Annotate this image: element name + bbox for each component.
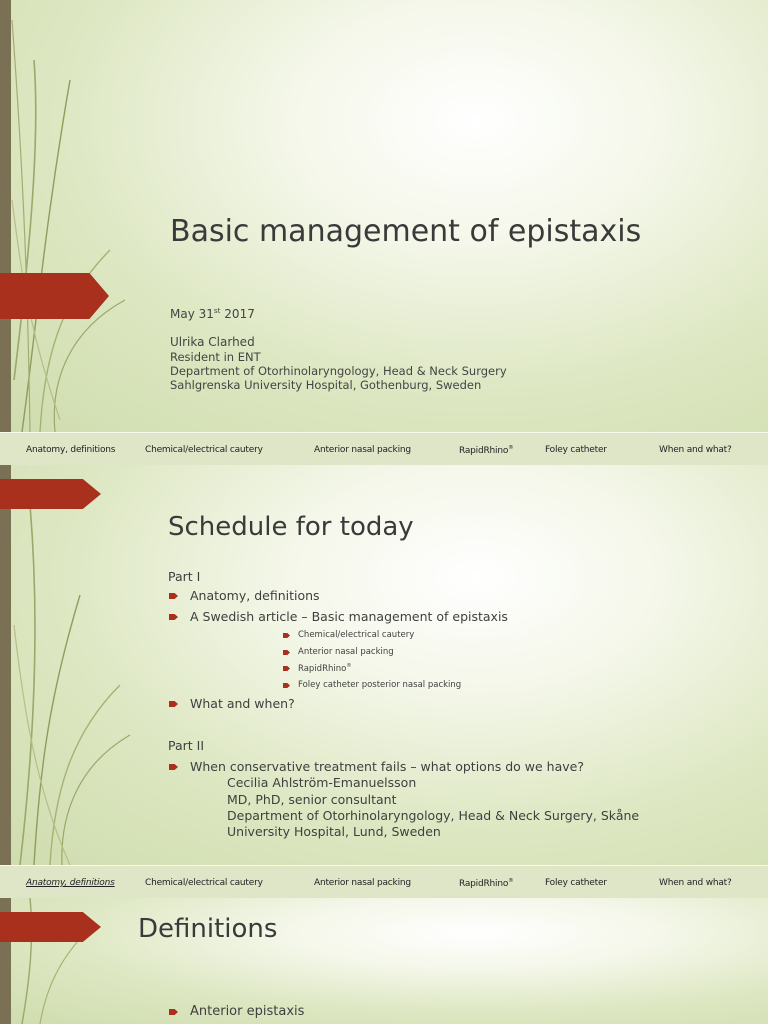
nav-when-what[interactable]: When and what? bbox=[659, 445, 732, 455]
bullet-text: Anatomy, definitions bbox=[190, 588, 320, 603]
bullet-what-when bbox=[190, 696, 295, 711]
definitions-heading: Definitions bbox=[138, 914, 278, 944]
presentation-date bbox=[170, 304, 255, 322]
arrow-bullet-icon bbox=[283, 650, 290, 655]
bullet-text: Anterior epistaxis bbox=[190, 1004, 305, 1019]
speaker-name: Cecilia Ahlström-Emanuelsson bbox=[227, 775, 417, 790]
author-name: Ulrika Clarhed bbox=[170, 335, 255, 349]
nav-anatomy[interactable]: Anatomy, definitions bbox=[26, 445, 116, 455]
bullet-conservative bbox=[190, 759, 584, 774]
accent-flag bbox=[0, 912, 101, 942]
nav-foley[interactable]: Foley catheter bbox=[545, 878, 607, 888]
arrow-bullet-icon bbox=[169, 593, 178, 599]
bullet-anterior-epistaxis bbox=[190, 1004, 304, 1019]
reg-mark: ® bbox=[508, 445, 514, 451]
slide-definitions bbox=[0, 898, 768, 1024]
date-suffix: st bbox=[213, 306, 221, 315]
nav-anterior-packing[interactable]: Anterior nasal packing bbox=[314, 445, 411, 455]
nav-rapidrhino-label: RapidRhino bbox=[459, 879, 509, 889]
arrow-bullet-icon bbox=[169, 764, 178, 770]
nav-bar-slide2 bbox=[0, 874, 768, 896]
slide-schedule bbox=[0, 465, 768, 865]
sub-bullet-text: Chemical/electrical cautery bbox=[298, 630, 415, 640]
nav-when-what[interactable]: When and what? bbox=[659, 878, 732, 888]
sub-bullet-anterior-packing bbox=[298, 647, 394, 657]
arrow-bullet-icon bbox=[283, 683, 290, 688]
slide-title bbox=[0, 0, 768, 432]
nav-rapidrhino[interactable] bbox=[459, 878, 513, 889]
nav-rapidrhino[interactable] bbox=[459, 445, 513, 456]
bullet-article bbox=[190, 609, 508, 624]
reg-mark: ® bbox=[508, 878, 514, 884]
author-role: Resident in ENT bbox=[170, 350, 261, 364]
nav-anatomy[interactable]: Anatomy, definitions bbox=[26, 878, 115, 888]
grass-decoration bbox=[0, 0, 140, 432]
arrow-bullet-icon bbox=[283, 633, 290, 638]
nav-cautery[interactable]: Chemical/electrical cautery bbox=[145, 878, 263, 888]
speaker-title: MD, PhD, senior consultant bbox=[227, 792, 397, 807]
part2-label: Part II bbox=[168, 738, 205, 753]
date-year: 2017 bbox=[220, 307, 255, 321]
sub-bullet-text: Anterior nasal packing bbox=[298, 647, 394, 657]
bullet-text: When conservative treatment fails – what options do we have? bbox=[190, 759, 584, 774]
accent-flag bbox=[0, 479, 101, 509]
nav-foley[interactable]: Foley catheter bbox=[545, 445, 607, 455]
arrow-bullet-icon bbox=[169, 701, 178, 707]
arrow-bullet-icon bbox=[169, 1009, 178, 1015]
nav-bar-slide1 bbox=[0, 441, 768, 463]
sub-bullet-text: Foley catheter posterior nasal packing bbox=[298, 680, 462, 690]
accent-flag bbox=[0, 273, 109, 319]
schedule-heading: Schedule for today bbox=[168, 512, 414, 542]
slide-separator bbox=[0, 865, 768, 866]
arrow-bullet-icon bbox=[169, 614, 178, 620]
slide-title-heading: Basic management of epistaxis bbox=[170, 214, 642, 249]
author-department: Department of Otorhinolaryngology, Head & Neck Surgery bbox=[170, 364, 507, 378]
sub-bullet-text: RapidRhino bbox=[298, 663, 347, 674]
nav-cautery[interactable]: Chemical/electrical cautery bbox=[145, 445, 263, 455]
reg-mark: ® bbox=[346, 663, 352, 669]
sub-bullet-foley bbox=[298, 680, 461, 690]
sub-bullet-rapidrhino bbox=[298, 663, 351, 674]
part1-label: Part I bbox=[168, 569, 201, 584]
arrow-bullet-icon bbox=[283, 666, 290, 671]
nav-rapidrhino-label: RapidRhino bbox=[459, 446, 509, 456]
author-hospital: Sahlgrenska University Hospital, Gothenburg, Sweden bbox=[170, 378, 482, 392]
slide-separator bbox=[0, 432, 768, 433]
bullet-text: What and when? bbox=[190, 696, 295, 711]
date-main: May 31 bbox=[170, 307, 214, 321]
sub-bullet-cautery bbox=[298, 630, 414, 640]
bullet-anatomy bbox=[190, 588, 320, 603]
speaker-hospital: University Hospital, Lund, Sweden bbox=[227, 824, 441, 839]
nav-anterior-packing[interactable]: Anterior nasal packing bbox=[314, 878, 411, 888]
speaker-department: Department of Otorhinolaryngology, Head & Neck Surgery, Skåne bbox=[227, 808, 640, 823]
grass-decoration bbox=[0, 465, 140, 865]
bullet-text: A Swedish article – Basic management of epistaxis bbox=[190, 609, 508, 624]
